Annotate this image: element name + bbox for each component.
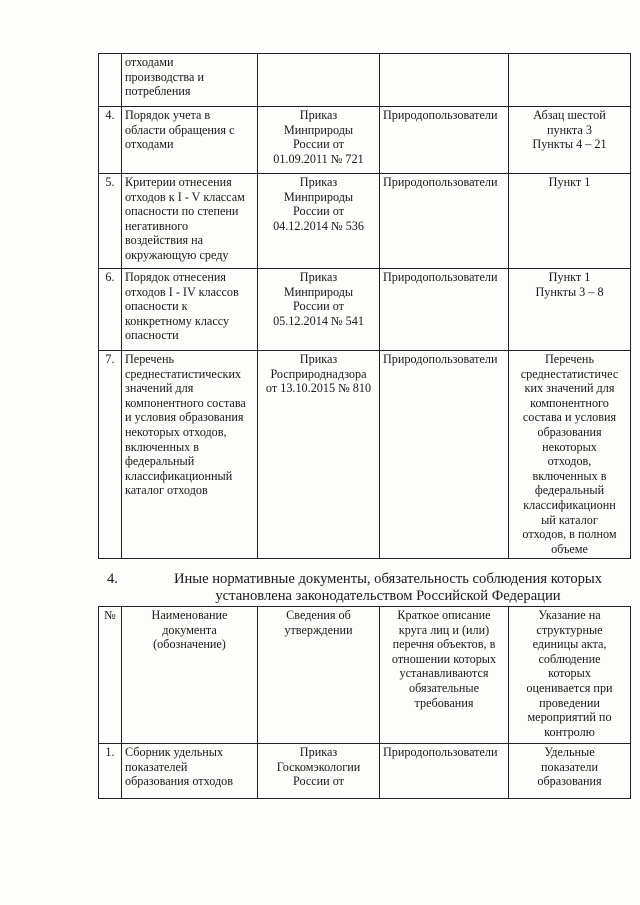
table-row — [99, 107, 631, 174]
affected-persons: Природопользователи — [380, 269, 509, 351]
affected-persons: Природопользователи — [380, 351, 509, 559]
document-name: отходами производства и потребления — [122, 54, 258, 107]
table-row — [99, 54, 631, 107]
approval-info: Приказ Росприроднадзора от 13.10.2015 № 810 — [258, 351, 380, 559]
table-row — [99, 744, 631, 799]
structural-units: Абзац шестой пункта 3 Пункты 4 – 21 — [509, 107, 631, 174]
table-header-row — [99, 607, 631, 744]
structural-units: Перечень среднестатистичес ких значений для компонентного состава и условия образования некоторых отходов, включенных в федеральный классификационн ый каталог отходов, в полном объеме — [509, 351, 631, 559]
structural-units: Удельные показатели образования — [509, 744, 631, 799]
document-name: Сборник удельных показателей образования отходов — [122, 744, 258, 799]
header-number: № — [99, 607, 122, 744]
row-number: 5. — [99, 174, 122, 269]
section-number: 4. — [107, 571, 118, 587]
affected-persons — [380, 54, 509, 107]
header-persons: Краткое описание круга лиц и (или) перечня объектов, в отношении которых устанавливаются обязательные требования — [380, 607, 509, 744]
header-name: Наименование документа (обозначение) — [122, 607, 258, 744]
row-number: 7. — [99, 351, 122, 559]
table-row — [99, 174, 631, 269]
row-number — [99, 54, 122, 107]
approval-info: Приказ Минприроды России от 04.12.2014 № 536 — [258, 174, 380, 269]
document-name: Перечень среднестатистических значений для компонентного состава и условия образования некоторых отходов, включенных в федеральный классификационный каталог отходов — [122, 351, 258, 559]
requirements-table-continued — [98, 53, 631, 559]
approval-info: Приказ Минприроды России от 05.12.2014 № 541 — [258, 269, 380, 351]
affected-persons: Природопользователи — [380, 107, 509, 174]
other-documents-table — [98, 606, 631, 799]
header-approval: Сведения об утверждении — [258, 607, 380, 744]
approval-info: Приказ Минприроды России от 01.09.2011 № 721 — [258, 107, 380, 174]
approval-info: Приказ Госкомэкологии России от — [258, 744, 380, 799]
header-units: Указание на структурные единицы акта, соблюдение которых оценивается при проведении мероприятий по контролю — [509, 607, 631, 744]
approval-info — [258, 54, 380, 107]
section-title: Иные нормативные документы, обязательность соблюдения которых установлена законодательством Российской Федерации — [173, 571, 603, 604]
structural-units: Пункт 1 Пункты 3 – 8 — [509, 269, 631, 351]
row-number: 1. — [99, 744, 122, 799]
document-name: Порядок отнесения отходов I - IV классов опасности к конкретному классу опасности — [122, 269, 258, 351]
document-name: Критерии отнесения отходов к I - V классам опасности по степени негативного воздействия на окружающую среду — [122, 174, 258, 269]
table-row — [99, 269, 631, 351]
affected-persons: Природопользователи — [380, 744, 509, 799]
row-number: 6. — [99, 269, 122, 351]
document-name: Порядок учета в области обращения с отходами — [122, 107, 258, 174]
structural-units: Пункт 1 — [509, 174, 631, 269]
structural-units — [509, 54, 631, 107]
affected-persons: Природопользователи — [380, 174, 509, 269]
table-row — [99, 351, 631, 559]
row-number: 4. — [99, 107, 122, 174]
